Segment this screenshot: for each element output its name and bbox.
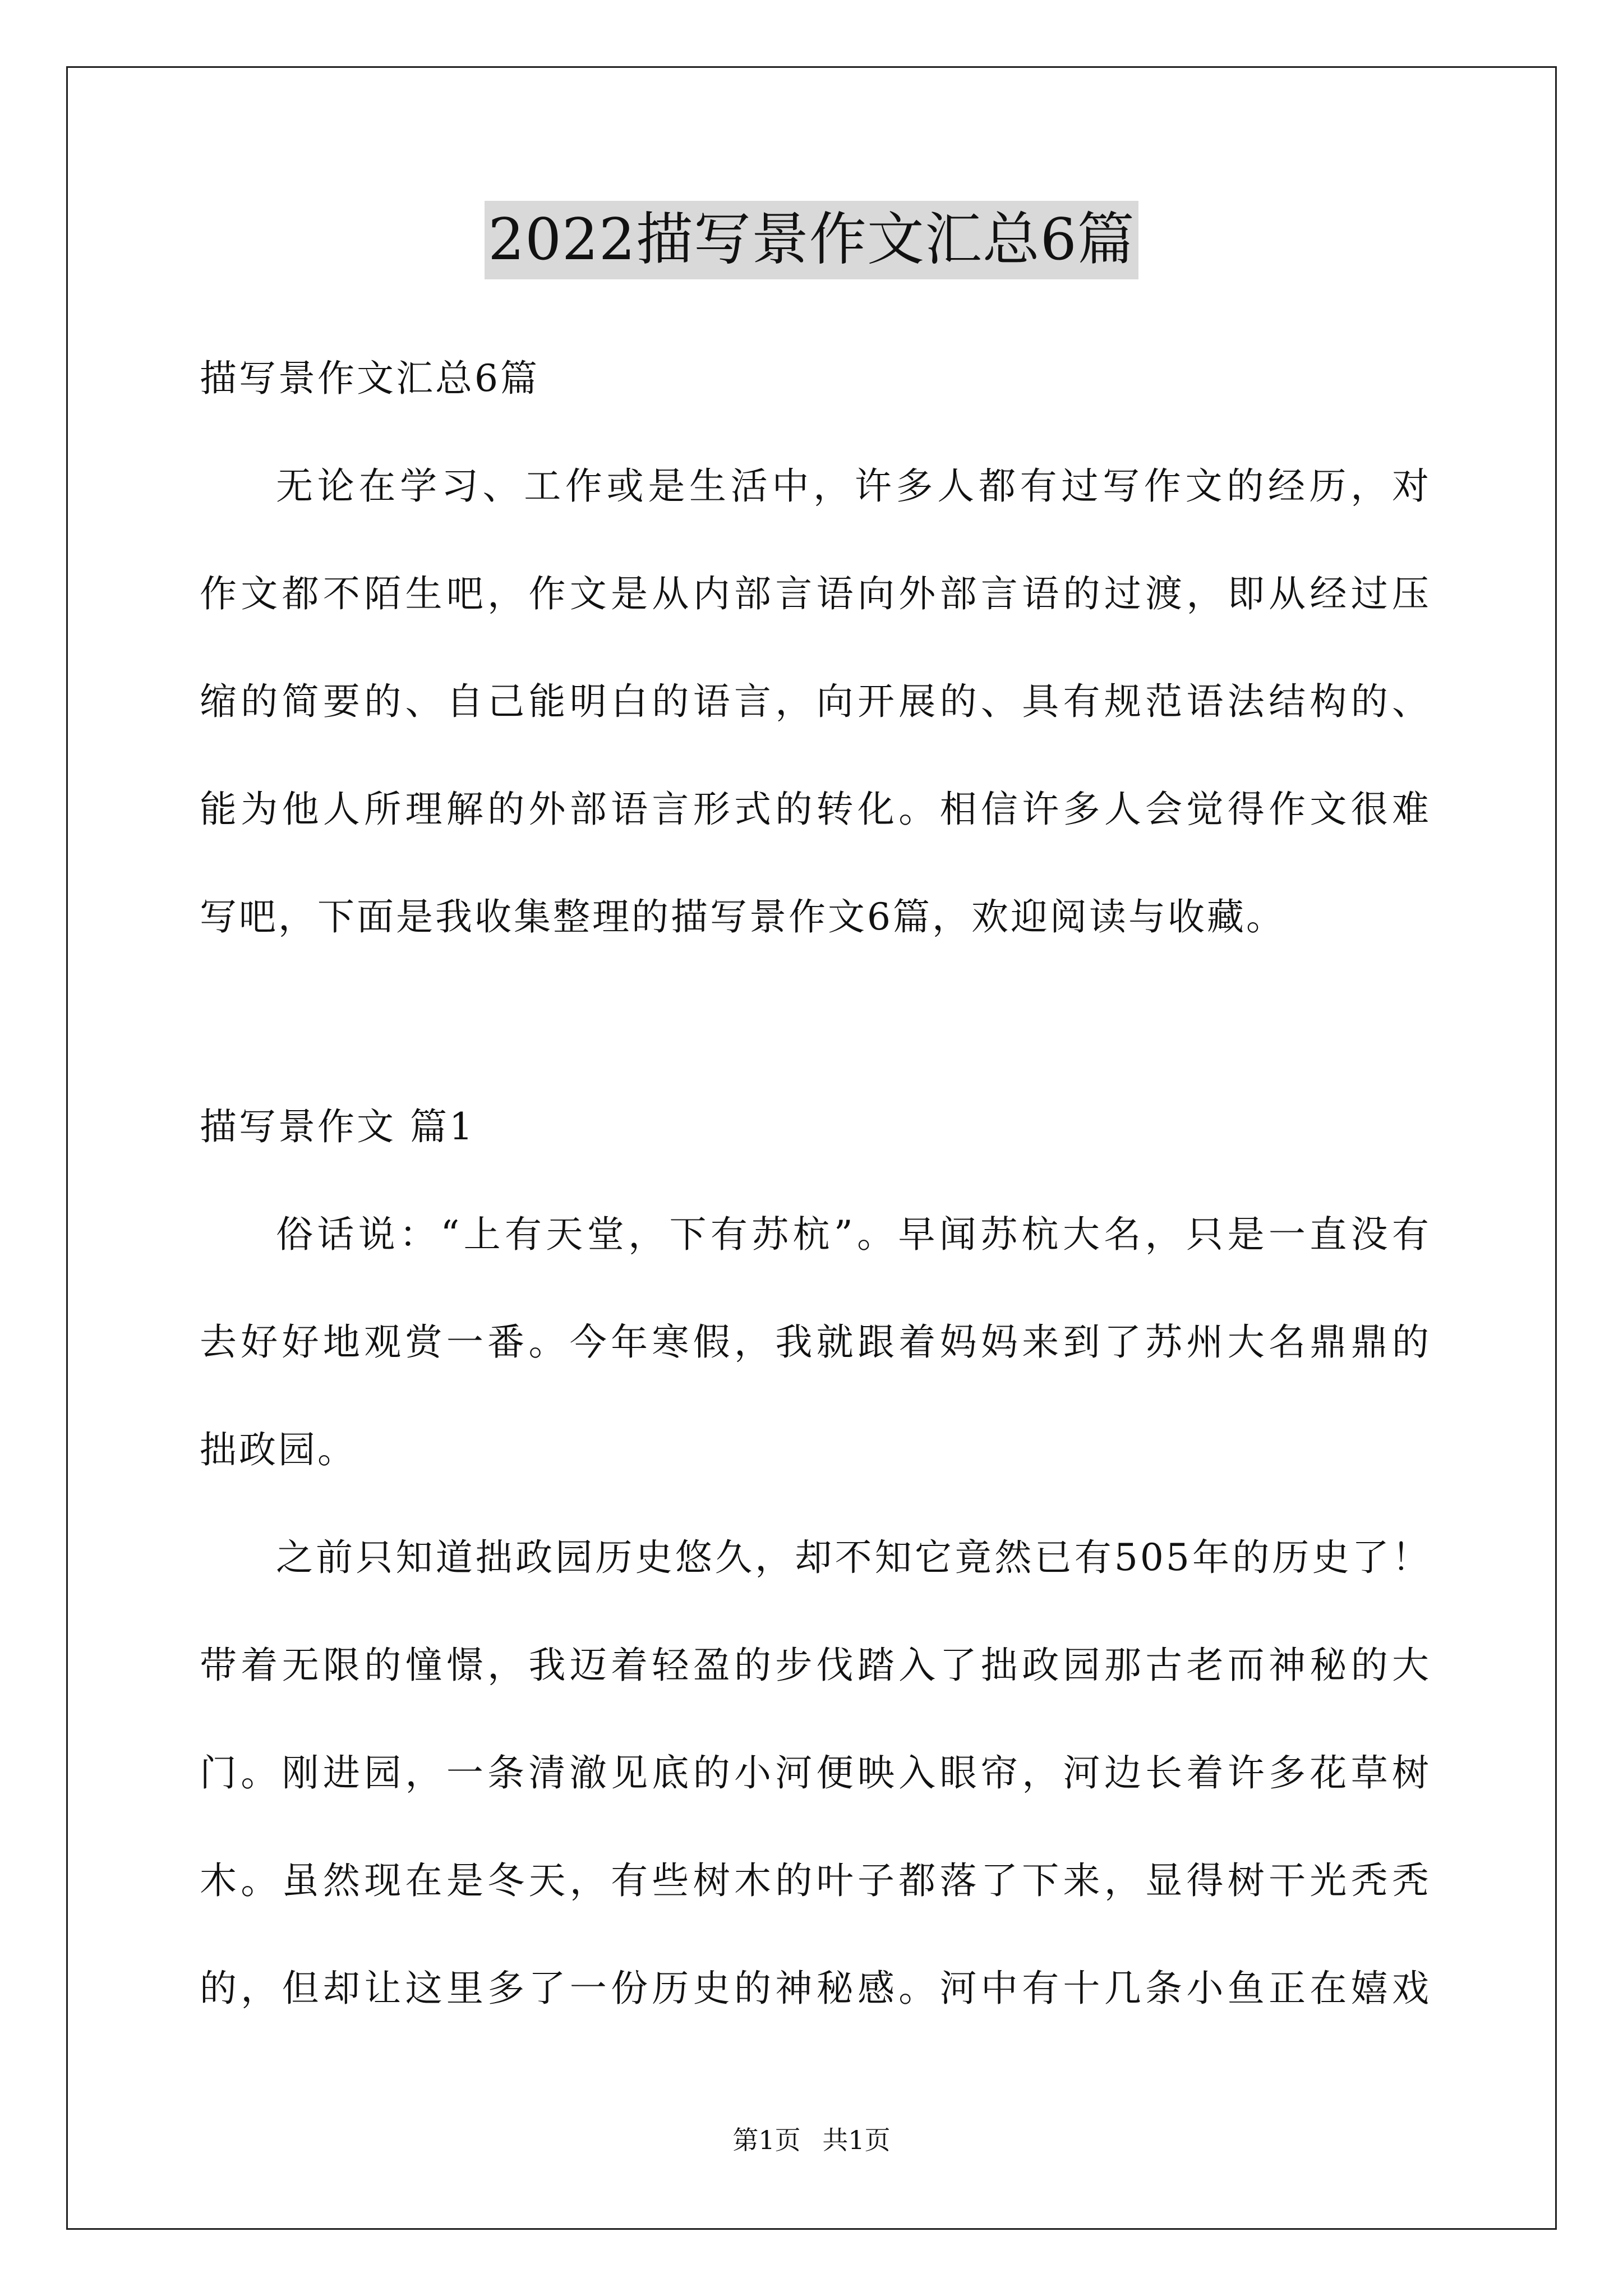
paragraph2-line-3: 门。刚进园，一条清澈见底的小河便映入眼帘，河边长着许多花草树 (200, 1751, 1431, 1795)
intro-line-2: 作文都不陌生吧，作文是从内部言语向外部言语的过渡，即从经过压 (200, 572, 1431, 615)
paragraph1-line-3: 拙政园。 (200, 1428, 357, 1471)
section-heading: 描写景作文 篇1 (200, 1105, 475, 1148)
page-number-total: 共1页 (822, 2125, 891, 2155)
paragraph2-line-4: 木。虽然现在是冬天，有些树木的叶子都落了下来，显得树干光秃秃 (200, 1859, 1431, 1902)
paragraph2-line-1: 之前只知道拙政园历史悠久，却不知它竟然已有505年的历史了！ (276, 1536, 1431, 1579)
intro-line-4: 能为他人所理解的外部语言形式的转化。相信许多人会觉得作文很难 (200, 788, 1431, 831)
paragraph2-line-2: 带着无限的憧憬，我迈着轻盈的步伐踏入了拙政园那古老而神秘的大 (200, 1644, 1431, 1687)
page-number-current: 第1页 (732, 2125, 801, 2155)
intro-line-3: 缩的简要的、自己能明白的语言，向开展的、具有规范语法结构的、 (200, 680, 1431, 723)
intro-line-1: 无论在学习、工作或是生活中，许多人都有过写作文的经历，对 (276, 464, 1431, 508)
page-footer (0, 2123, 1623, 2157)
document-title: 2022描写景作文汇总6篇 (485, 201, 1138, 279)
paragraph1-line-2: 去好好地观赏一番。今年寒假，我就跟着妈妈来到了苏州大名鼎鼎的 (200, 1320, 1431, 1364)
intro-line-5: 写吧，下面是我收集整理的描写景作文6篇，欢迎阅读与收藏。 (200, 895, 1285, 938)
paragraph2-line-5: 的，但却让这里多了一份历史的神秘感。河中有十几条小鱼正在嬉戏 (200, 1967, 1431, 2010)
title-container (0, 201, 1623, 279)
paragraph1-line-1: 俗话说：“上有天堂，下有苏杭”。早闻苏杭大名，只是一直没有 (276, 1213, 1431, 1256)
document-subtitle: 描写景作文汇总6篇 (200, 357, 540, 400)
